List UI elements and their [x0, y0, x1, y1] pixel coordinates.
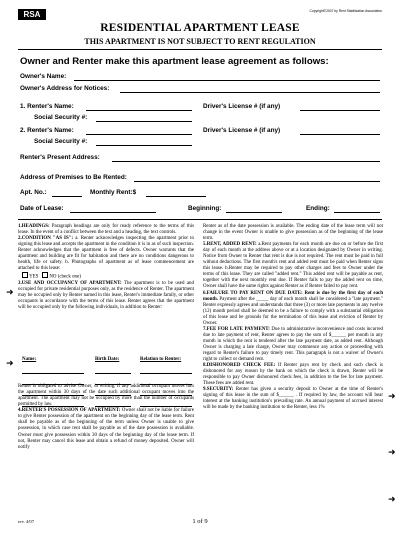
premises-address-line[interactable] [134, 181, 380, 182]
occupant-row-1-birth[interactable] [95, 373, 131, 374]
clause-3-continued: Renter is obligated to advise Owner, in writing, if any additional occupant moves into the apartment within 30 days of the date such additional occupant moves into the apartment. The apartment may not be occupied by more than the number of occupants permitted by law. [18, 384, 194, 408]
occupant-row-3-birth[interactable] [95, 395, 131, 396]
lease-subtitle: THIS APARTMENT IS NOT SUBJECT TO RENT REGULATION [84, 37, 316, 46]
beginning-label: Beginning: [188, 205, 222, 212]
apt-no-line[interactable] [52, 196, 82, 197]
present-address-label: Renter's Present Address: [20, 154, 100, 161]
occupants-name-header: Name: [22, 357, 37, 362]
clause-4: 4.RENTER'S POSSESSION OF APARTMENT: Owner shall not be liable for failure to give Renter possession of the apartment on the beginning day of the lease term. Rent shall be payable as of the beginning of the term unless Owner is unable to give possession, in which case rent shall be payable as of the date possession is available. Owner must give possession within 30 days of the beginning day of the lease term. If not, Renter may cancel this lease and obtain a refund of money deposited. Owner will notify [18, 408, 194, 450]
apt-no-label: Apt. No.: [20, 189, 47, 196]
owners-address-line[interactable] [120, 92, 380, 93]
occupant-row-4-relation[interactable] [140, 406, 192, 407]
renter1-ssn-line[interactable] [96, 121, 192, 122]
clauses-left-column [18, 224, 194, 451]
revision-date: rev. 4/07 [18, 519, 35, 524]
occupant-row-1-name[interactable] [22, 373, 84, 374]
clause-5: 5.RENT, ADDED RENT: a.Rent payments for each month are due on or before the first day of each month at the address above or at a location designated by Owner in writing. Notice from Owner to Renter that rent is due is not required. The rent must be paid in full without deductions. The first month's rent and added rent must be paid when Renter signs this lease. b.Renter may be required to pay other charges and fees to Owner under the terms of this lease. They are called "added rent." This added rent will be payable as rent, together with the next monthly rent due. If Renter fails to pay the added rent on time, Owner shall have the same rights against Renter as if Renter failed to pay rent. [203, 242, 383, 290]
arrow-security-icon: ➜ [388, 495, 396, 505]
renter1-license-line[interactable] [300, 110, 380, 111]
renter2-name-line[interactable] [86, 134, 192, 135]
photos-yes-checkbox[interactable] [22, 272, 28, 278]
renter2-name-label: 2. Renter's Name: [20, 127, 74, 134]
agreement-heading: Owner and Renter make this apartment lease agreement as follows: [20, 56, 329, 67]
occupant-row-3-relation[interactable] [140, 395, 192, 396]
header-rule [18, 49, 382, 50]
section-rule [18, 219, 382, 220]
occupant-row-3-name[interactable] [22, 395, 84, 396]
clause-2: 2.CONDITION "AS IS": a. Renter acknowledges inspecting the apartment prior to signing this lease and accepts the apartment in the condition it is in as of such inspection. Renter acknowledges that the apartment is free of defects. Owner warrants that the apartment and building are fit for habitation and there are no conditions dangerous to health, life or safety. b. Photographs of apartment as of lease commencement are attached to this lease: [18, 236, 195, 272]
page-number: 1 of 9 [192, 518, 208, 525]
occupant-row-2-birth[interactable] [95, 384, 131, 385]
owners-address-label: Owner's Address for Notices: [20, 85, 110, 92]
premises-address-label: Address of Premises to Be Rented: [20, 174, 127, 181]
arrow-occupants-icon: ➜ [6, 359, 14, 369]
ending-label: Ending: [306, 205, 330, 212]
rsa-logo: RSA [18, 9, 46, 20]
renter2-license-label: Driver's License # (if any) [203, 127, 281, 134]
clause-4-continued: Renter as of the date possession is available. The ending date of the lease term will not change in the event Owner is unable to give possession as of the beginning of the lease term. [203, 224, 383, 242]
renter2-ssn-line[interactable] [96, 145, 192, 146]
owners-name-line[interactable] [74, 80, 380, 81]
clause-8: 8.DISHONORED CHECK FEE: If Renter pays rent by check and such check is dishonored for any reason by the bank on which the check is drawn, Renter will be responsible to pay Owner dishonored check fees, in addition to the fee for late payment. These fees are added rent. [203, 363, 383, 387]
renter1-name-line[interactable] [86, 110, 192, 111]
occupants-relation-header: Relation to Renter: [140, 357, 182, 362]
ending-line[interactable] [334, 212, 380, 213]
copyright-notice: Copyright©2007 by Rent Stabilization Association [309, 9, 382, 13]
occupant-row-4-name[interactable] [22, 406, 84, 407]
clause-6: 6.FAILURE TO PAY RENT ON DUE DATE: Rent is due by the first day of each month. Payment after the _____ day of each month shall be considered a "late payment." Renter expressly agrees and understands that three (3) or more late payments in any twelve (12) month period shall be deemed to be a failure to comply with a substantial obligation of this lease and be grounds for the termination of this lease and eviction of Renter by Owner. [203, 290, 383, 326]
renter2-license-line[interactable] [300, 134, 380, 135]
monthly-rent-line[interactable] [146, 196, 206, 197]
clauses-right-column [203, 224, 383, 411]
arrow-late-fee-icon: ➜ [388, 448, 396, 458]
photos-no-checkbox[interactable] [42, 272, 48, 278]
arrow-photos-icon: ➜ [6, 288, 14, 298]
occupant-row-1-relation[interactable] [140, 373, 192, 374]
occupant-row-4-birth[interactable] [95, 406, 131, 407]
clause-9: 9.SECURITY: Renter has given a security deposit to Owner at the time of Renter's signing of this lease in the sum of $______ . If required by law, the account will bear interest at the banking institution's prevailing rate. An annual payment of accrued interest will be made by the banking institution to the Renter, less 1% [203, 387, 383, 411]
beginning-line[interactable] [226, 212, 282, 213]
present-address-line[interactable] [112, 161, 380, 162]
date-of-lease-line[interactable] [70, 212, 156, 213]
occupants-birth-header: Birth Date: [95, 357, 120, 362]
clause-2-photos-choice: YES NO (check one) [18, 272, 194, 281]
date-of-lease-label: Date of Lease: [20, 205, 64, 212]
occupant-row-2-name[interactable] [22, 384, 84, 385]
clause-1: 1.HEADINGS: Paragraph headings are only for ready reference to the terms of this lease. In the event of a conflict between the text and a heading, the text controls. [18, 224, 194, 236]
arrow-late-day-icon: ➜ [388, 392, 396, 402]
occupant-row-2-relation[interactable] [140, 384, 192, 385]
clause-3: 3.USE AND OCCUPANCY OF APARTMENT: The apartment is to be used and occupied for private residential purposes only, as the residence of Renter. The apartment may be occupied only by Renter named in this lease, Renter's immediate family, or other occupants in accordance with the terms of this lease. Renter agrees that the apartment will be occupied only by the following individuals, in addition to Renter: [18, 280, 194, 311]
monthly-rent-label: Monthly Rent:$ [90, 189, 137, 196]
renter1-name-label: 1. Renter's Name: [20, 103, 74, 110]
owners-name-label: Owner's Name: [20, 73, 67, 80]
lease-title: RESIDENTIAL APARTMENT LEASE [100, 22, 300, 34]
clause-7: 7.FEE FOR LATE PAYMENT: Due to administrative inconvenience and costs incurred due to late payment of rent, Renter agrees to pay the sum of $______ per month in any month in which the rent is tendered after the late payment date, as added rent. Although Owner is charging a late charge, Owner may commence any action or proceeding with regard to Renter's failure to pay timely rent. This paragraph is not a waiver of Owner's right to collect or demand rent. [203, 326, 383, 363]
renter1-license-label: Driver's License # (if any) [203, 103, 281, 110]
renter2-ssn-label: Social Security #: [34, 138, 88, 145]
renter1-ssn-label: Social Security #: [34, 114, 88, 121]
